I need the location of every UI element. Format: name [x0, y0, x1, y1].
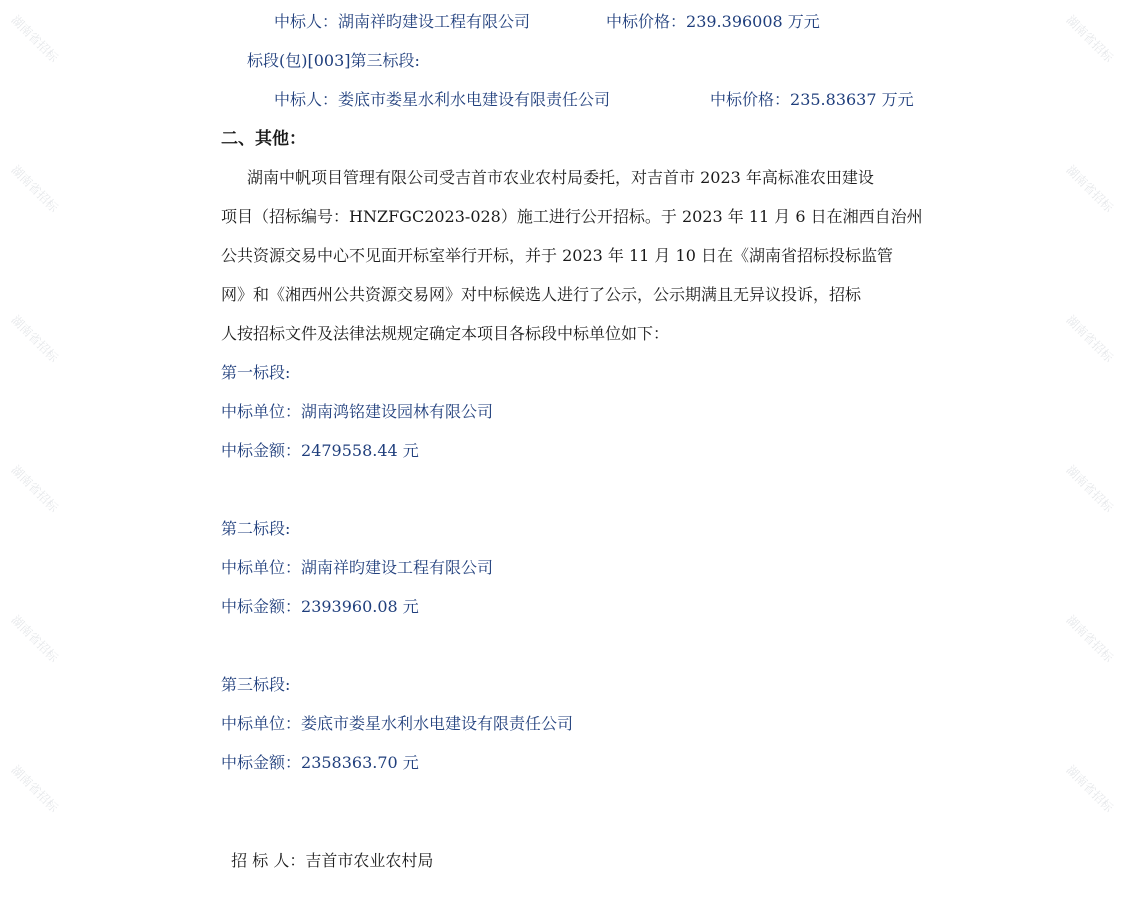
paragraph-line: 公共资源交易中心不见面开标室举行开标，并于 2023 年 11 月 10 日在《湖南省招标投标监管 [221, 246, 893, 265]
paragraph-line: 项目（招标编号：HNZFGC2023-028）施工进行公开招标。于 2023 年 11 月 6 日在湘西自治州 [221, 207, 923, 226]
bid-price-label: 中标价格： [606, 12, 687, 31]
bid-price [606, 12, 820, 32]
lot-unit [221, 714, 573, 734]
section-heading: 标段(包)[003]第三标段: [247, 51, 420, 70]
tenderer-value: 吉首市农业农村局 [305, 851, 434, 870]
watermark: 湖南省招标 [1063, 12, 1116, 66]
bid-winner [274, 12, 530, 32]
section-title: 二、其他： [221, 129, 306, 149]
lot-unit-value: 湖南祥昀建设工程有限公司 [301, 558, 494, 577]
lot-unit-label: 中标单位： [221, 558, 302, 577]
bid-price-value: 235.83637 万元 [790, 90, 914, 109]
lot-name: 第三标段: [221, 675, 291, 694]
tenderer-label: 招 标 人： [231, 851, 306, 870]
lot-unit [221, 402, 493, 422]
watermark: 湖南省招标 [8, 462, 61, 516]
lot-name: 第二标段: [221, 519, 291, 538]
watermark: 湖南省招标 [1063, 762, 1116, 816]
bid-price-value: 239.396008 万元 [686, 12, 820, 31]
lot-unit-value: 娄底市娄星水利水电建设有限责任公司 [301, 714, 574, 733]
lot-unit-label: 中标单位： [221, 402, 302, 421]
lot-amount-label: 中标金额： [221, 441, 302, 460]
watermark: 湖南省招标 [8, 312, 61, 366]
watermark: 湖南省招标 [1063, 462, 1116, 516]
bid-winner-label: 中标人： [274, 90, 339, 109]
watermark: 湖南省招标 [1063, 612, 1116, 666]
lot-amount-value: 2358363.70 元 [301, 753, 419, 772]
lot-amount [221, 597, 419, 617]
watermark: 湖南省招标 [1063, 312, 1116, 366]
watermark: 湖南省招标 [8, 762, 61, 816]
lot-name: 第一标段: [221, 363, 291, 382]
lot-unit-value: 湖南鸿铭建设园林有限公司 [301, 402, 494, 421]
paragraph-line: 网》和《湘西州公共资源交易网》对中标候选人进行了公示，公示期满且无异议投诉，招标 [221, 285, 862, 304]
paragraph-line: 人按招标文件及法律法规规定确定本项目各标段中标单位如下： [221, 324, 670, 343]
lot-unit-label: 中标单位： [221, 714, 302, 733]
lot-amount-label: 中标金额： [221, 753, 302, 772]
lot-amount [221, 753, 419, 773]
paragraph-line: 湖南中帆项目管理有限公司受吉首市农业农村局委托，对吉首市 2023 年高标准农田建设 [247, 168, 874, 187]
tenderer [221, 831, 433, 871]
watermark: 湖南省招标 [8, 612, 61, 666]
bid-winner-name: 湖南祥昀建设工程有限公司 [338, 12, 531, 31]
bid-price-label: 中标价格： [710, 90, 791, 109]
lot-amount-value: 2393960.08 元 [301, 597, 419, 616]
lot-amount [221, 441, 419, 461]
bid-winner [274, 90, 610, 110]
watermark: 湖南省招标 [1063, 162, 1116, 216]
bid-winner-label: 中标人： [274, 12, 339, 31]
lot-amount-label: 中标金额： [221, 597, 302, 616]
lot-unit [221, 558, 493, 578]
bid-winner-name: 娄底市娄星水利水电建设有限责任公司 [338, 90, 611, 109]
watermark: 湖南省招标 [8, 162, 61, 216]
bid-price [710, 90, 914, 110]
lot-amount-value: 2479558.44 元 [301, 441, 419, 460]
watermark: 湖南省招标 [8, 12, 61, 66]
